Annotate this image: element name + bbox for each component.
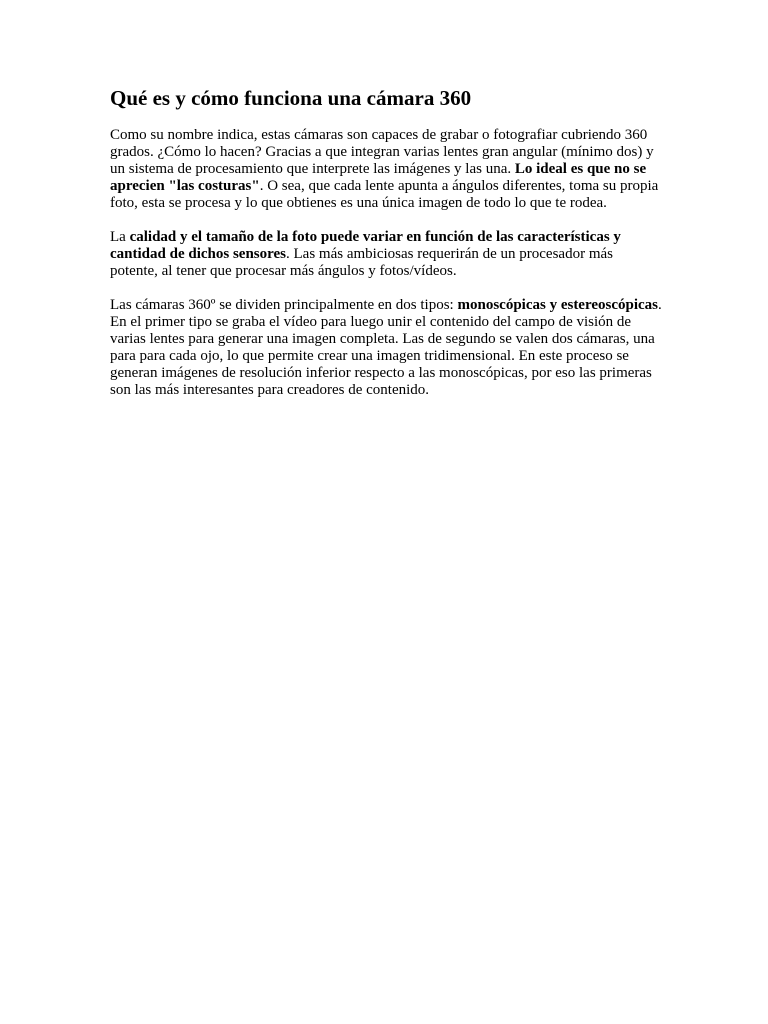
paragraph-3-text: Las cámaras 360º se dividen principalmente en dos tipos: <box>110 297 458 314</box>
paragraph-2-text-end: . Las más ambiciosas requerirán de un procesador más potente, al tener que procesar más ángulos y fotos/vídeos. <box>110 246 613 280</box>
paragraph-2-text: La <box>110 229 130 246</box>
document-body <box>110 86 662 416</box>
paragraph-1-text-end: . O sea, que cada lente apunta a ángulos diferentes, toma su propia foto, esta se procesa y lo que obtienes es una única imagen de todo lo que te rodea. <box>110 178 659 212</box>
paragraph-3 <box>110 297 662 399</box>
paragraph-1-bold: Lo ideal es que no se aprecien "las costuras" <box>110 161 647 195</box>
paragraph-3-bold: monoscópicas y estereoscópicas <box>457 297 659 314</box>
paragraph-2 <box>110 229 662 280</box>
paragraph-2-bold: calidad y el tamaño de la foto puede variar en función de las características y cantidad de dichos sensores <box>110 229 621 263</box>
document-title: Qué es y cómo funciona una cámara 360 <box>110 86 472 110</box>
paragraph-1 <box>110 127 662 212</box>
paragraph-3-text-end: . En el primer tipo se graba el vídeo para luego unir el contenido del campo de visión de varias lentes para generar una imagen completa. Las de segundo se valen dos cámaras, una para para cada ojo, lo que permite crear una imagen tridimensional. En este proceso se generan imágenes de resolución inferior respecto a las monoscópicas, por eso las primeras son las más interesantes para creadores de contenido. <box>110 297 662 399</box>
paragraph-1-text: Como su nombre indica, estas cámaras son capaces de grabar o fotografiar cubriendo 360 grados. ¿Cómo lo hacen? Gracias a que integran varias lentes gran angular (mínimo dos) y un sistema de procesamiento que interprete las imágenes y las una. <box>110 127 654 178</box>
